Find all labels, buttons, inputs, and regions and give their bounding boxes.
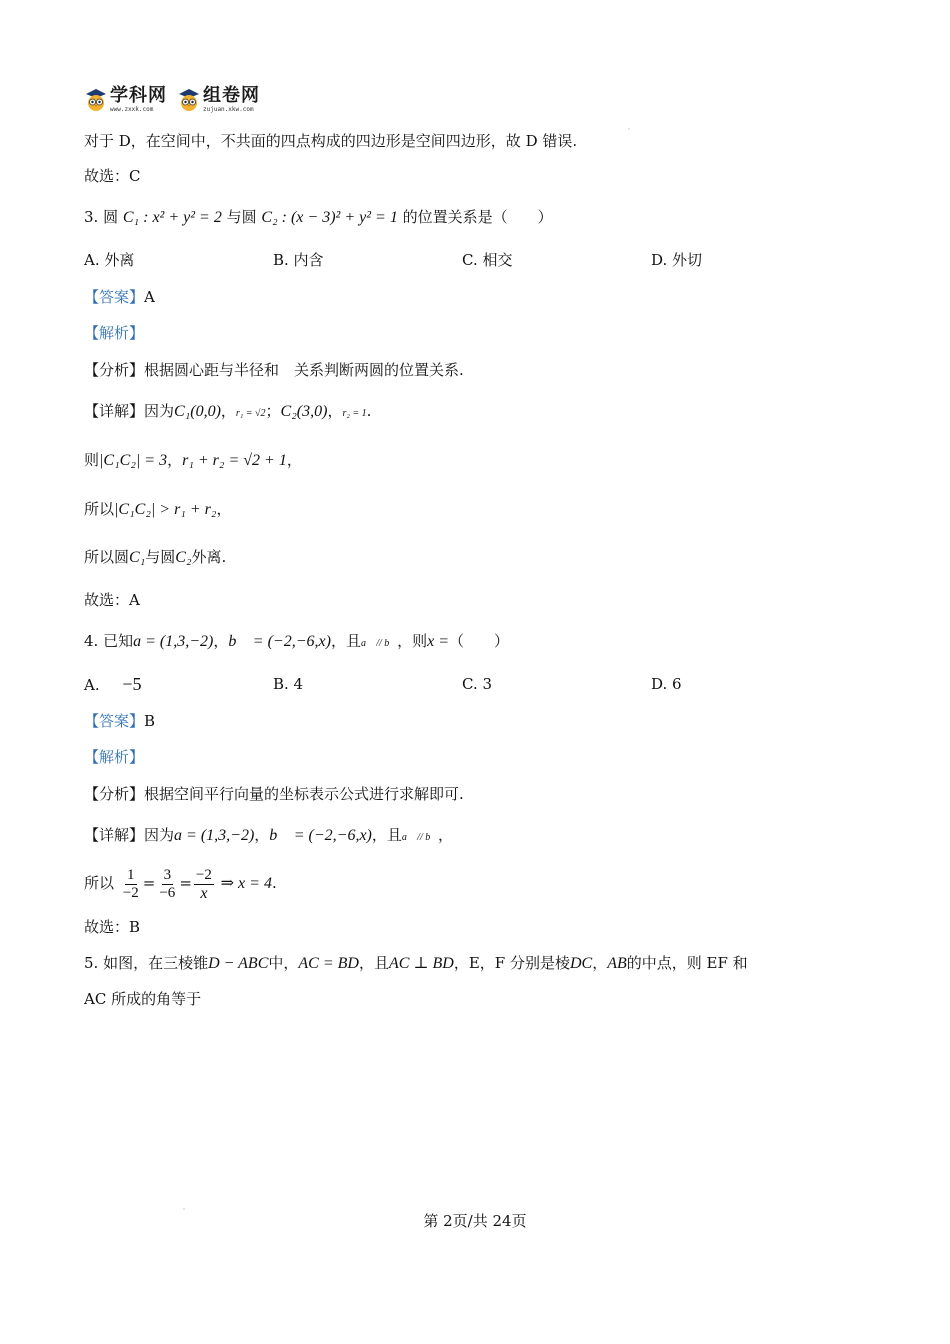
q4-tail: （ ） — [449, 632, 510, 650]
x-equals: x = — [427, 633, 450, 650]
conclusion-text: 所以圆 — [84, 548, 130, 566]
header-logos — [84, 86, 260, 120]
c1-label: C₁ — [129, 549, 146, 566]
end: . — [366, 402, 372, 420]
denominator: −6 — [159, 884, 176, 901]
sep: ， — [220, 402, 236, 420]
q4-mid: ，且 — [330, 632, 361, 650]
q5-text: 5. 如图，在三棱锥 — [84, 954, 209, 972]
radius-sum: r₁ + r₂ = √2 + 1 — [182, 452, 287, 469]
q4-option-c: C. 3 — [462, 675, 493, 693]
q3-mid-text: 与圆 — [226, 208, 257, 226]
tetrahedron: D − ABC — [208, 955, 269, 972]
answer-value: A — [144, 288, 155, 306]
sep: ， — [213, 632, 229, 650]
question-4 — [84, 631, 509, 654]
q3-fenxi: 【分析】根据圆心距与半径和 关系判断两圆的位置关系. — [84, 361, 464, 379]
result: ⇒ x = 4 — [220, 875, 272, 892]
q3-circle-c1: C₁ : x² + y² = 2 — [122, 209, 222, 226]
q3-choose: 故选：A — [84, 591, 140, 609]
page-footer: 第 2页/共 24页 — [423, 1212, 527, 1230]
edge-ab: AB — [607, 955, 627, 972]
q4-detail — [84, 825, 453, 848]
vector-b: b⃗ = (−2,−6,x) — [269, 827, 372, 844]
perpendicular: AC ⊥ BD — [388, 955, 454, 972]
detail-tag: 【详解】因为 — [84, 402, 175, 420]
answer-tag: 【答案】 — [84, 288, 145, 306]
option-value: −5 — [122, 674, 142, 694]
owl-icon — [177, 88, 201, 112]
inequality: |C₁C₂| > r₁ + r₂ — [114, 501, 217, 518]
q3-number: 3. 圆 — [84, 208, 119, 226]
detail-tag: 【详解】因为 — [84, 826, 175, 844]
sep: ， — [327, 402, 343, 420]
sep: ， — [254, 826, 270, 844]
numerator: 1 — [127, 866, 135, 883]
logo-zujuanwang — [177, 86, 260, 113]
conclusion-text: 与圆 — [145, 548, 176, 566]
owl-icon — [84, 88, 108, 112]
radius-r1: r₁ = √2 — [235, 408, 266, 419]
sep: ， — [167, 451, 183, 469]
q3-option-c: C. 相交 — [462, 251, 513, 269]
detail-mid: ，且 — [371, 826, 402, 844]
q3-then — [84, 450, 302, 471]
q4-option-a — [84, 674, 142, 695]
q4-so: 所以 $\frac{1}{-2}$ = $\frac{3}{-6}$ = $\frac{-2}{x}$ ⇒ x = 4. — [84, 866, 277, 902]
q3-option-d: D. 外切 — [651, 251, 703, 269]
q3-so — [84, 499, 231, 520]
end: ， — [216, 500, 232, 518]
numerator: 3 — [163, 866, 172, 883]
denominator: −2 — [122, 884, 139, 901]
q4-then: ，则 — [397, 632, 428, 650]
q3-answer — [84, 287, 155, 307]
q4-answer — [84, 711, 155, 731]
denominator: x — [200, 884, 208, 902]
q4-option-b: B. 4 — [273, 675, 304, 693]
answer-tag: 【答案】 — [84, 712, 145, 730]
q3-option-a: A. 外离 — [84, 251, 135, 269]
parallel-condition: a⃗ // b⃗ — [401, 832, 439, 843]
q5-text: ， — [592, 954, 608, 972]
fraction-2 — [157, 867, 177, 902]
edge-dc: DC — [569, 955, 593, 972]
logo-url: www.zxxk.com — [110, 106, 154, 113]
conclusion-text: 外离. — [191, 548, 227, 566]
so-prefix: 所以 — [84, 500, 115, 518]
center-c1: C₁(0,0) — [174, 403, 221, 420]
equality: AC = BD — [298, 955, 359, 972]
c2-label: C₂ — [175, 549, 192, 566]
logo-name: 组卷网 — [203, 85, 260, 106]
q3-tail: 的位置关系是（ ） — [402, 208, 553, 226]
center-c2: C₂(3,0) — [280, 403, 328, 420]
logo-name: 学科网 — [110, 85, 167, 106]
question-3 — [84, 207, 553, 228]
q4-number: 4. 已知 — [84, 632, 134, 650]
q3-circle-c2: C₂ : (x − 3)² + y² = 1 — [261, 209, 398, 226]
q5-text: 的中点，则 EF 和 — [626, 954, 748, 972]
q3-analysis-tag: 【解析】 — [84, 324, 145, 342]
so-prefix: 所以 — [84, 874, 115, 892]
end: . — [271, 874, 277, 892]
radius-r2: r₂ = 1 — [342, 408, 367, 419]
q3-conclusion — [84, 547, 226, 568]
q4-analysis-tag: 【解析】 — [84, 748, 145, 766]
fraction-3 — [194, 867, 214, 902]
answer-value: B — [144, 712, 156, 730]
numerator: −2 — [195, 866, 212, 883]
question-5 — [84, 953, 748, 974]
q4-fenxi: 【分析】根据空间平行向量的坐标表示公式进行求解即可. — [84, 785, 464, 803]
intro-line: 对于 D，在空间中，不共面的四点构成的四边形是空间四边形，故 D 错误. — [84, 132, 578, 150]
parallel-condition: a⃗ // b⃗ — [360, 638, 398, 649]
q4-option-d: D. 6 — [651, 675, 682, 693]
q5-text: ，E，F 分别是棱 — [453, 954, 570, 972]
scan-mark: ˙ — [627, 128, 631, 137]
q4-choose: 故选：B — [84, 918, 141, 936]
distance-eq: |C₁C₂| = 3 — [99, 452, 168, 469]
vector-a: a = (1,3,−2) — [133, 633, 214, 650]
q5-line2: AC 所成的角等于 — [84, 990, 202, 1008]
vector-b: b⃗ = (−2,−6,x) — [228, 633, 331, 650]
then-prefix: 则 — [84, 451, 100, 469]
end: ， — [286, 451, 302, 469]
logo-xuekewang — [84, 86, 167, 113]
end: ， — [438, 826, 454, 844]
q3-option-b: B. 内含 — [273, 251, 324, 269]
vector-a: a = (1,3,−2) — [174, 827, 255, 844]
q5-text: ，且 — [358, 954, 389, 972]
q3-detail — [84, 401, 371, 424]
sep: ； — [265, 402, 281, 420]
intro-choose: 故选：C — [84, 167, 141, 185]
q5-text: 中， — [268, 954, 299, 972]
option-label: A. — [84, 676, 100, 694]
logo-url: zujuan.xkw.com — [203, 106, 254, 113]
scan-mark: ˙ — [182, 1208, 186, 1217]
fraction-1 — [121, 867, 141, 902]
